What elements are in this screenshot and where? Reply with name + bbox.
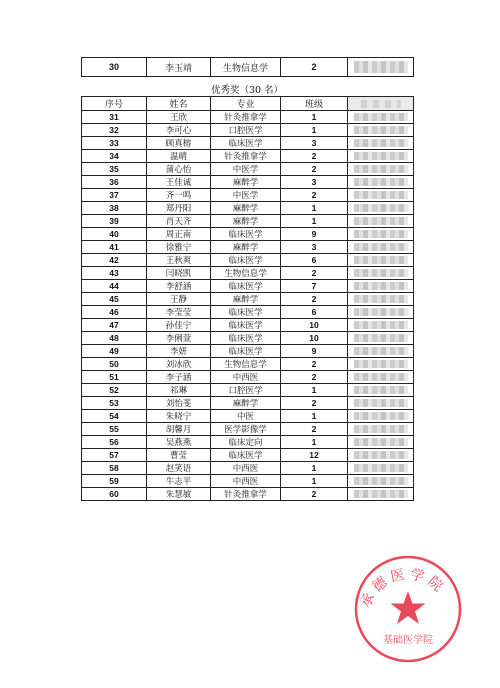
table-row [82, 449, 414, 462]
redacted-id [348, 189, 414, 202]
row-number: 44 [82, 280, 147, 293]
student-name: 牛志平 [147, 475, 211, 488]
student-name: 蒲心怡 [147, 163, 211, 176]
student-major: 临床医学 [211, 306, 281, 319]
student-name: 顾真榕 [147, 137, 211, 150]
student-name: 温晴 [147, 150, 211, 163]
redacted-id [348, 124, 414, 137]
redacted-id [348, 254, 414, 267]
student-name: 赵笑语 [147, 462, 211, 475]
table-row [82, 345, 414, 358]
table-row [82, 488, 414, 501]
table-row [82, 215, 414, 228]
student-class: 2 [281, 397, 348, 410]
student-name: 李莹莹 [147, 306, 211, 319]
table-row [82, 293, 414, 306]
table-header-row [82, 97, 414, 111]
row-number: 47 [82, 319, 147, 332]
redacted-id [348, 215, 414, 228]
row-number: 36 [82, 176, 147, 189]
redacted-id [348, 358, 414, 371]
student-major: 临床医学 [211, 319, 281, 332]
student-major: 针灸推拿学 [211, 150, 281, 163]
redacted-id [348, 163, 414, 176]
row-number: 56 [82, 436, 147, 449]
student-name: 吴燕燕 [147, 436, 211, 449]
row-number: 38 [82, 202, 147, 215]
redacted-id [348, 150, 414, 163]
student-major: 中医学 [211, 189, 281, 202]
row-number: 33 [82, 137, 147, 150]
redacted-id [348, 202, 414, 215]
header-name: 姓名 [147, 97, 211, 111]
student-major: 口腔医学 [211, 384, 281, 397]
table-row [82, 228, 414, 241]
student-class: 6 [281, 306, 348, 319]
row-number: 60 [82, 488, 147, 501]
student-major: 中西医 [211, 462, 281, 475]
redacted-id [348, 293, 414, 306]
table-row [82, 475, 414, 488]
redacted-id [348, 58, 414, 77]
row-number: 41 [82, 241, 147, 254]
student-major: 临床医学 [211, 137, 281, 150]
student-name: 刘怡斐 [147, 397, 211, 410]
redacted-id [348, 137, 414, 150]
redacted-id [348, 241, 414, 254]
student-major: 中医学 [211, 163, 281, 176]
row-number: 51 [82, 371, 147, 384]
header-number: 序号 [82, 97, 147, 111]
student-name: 周正南 [147, 228, 211, 241]
table-row [82, 332, 414, 345]
student-name: 李妍 [147, 345, 211, 358]
student-major: 生物信息学 [211, 58, 281, 77]
student-class: 1 [281, 475, 348, 488]
student-name: 王欣 [147, 111, 211, 124]
student-major: 麻醉学 [211, 176, 281, 189]
row-number: 54 [82, 410, 147, 423]
student-class: 7 [281, 280, 348, 293]
student-major: 口腔医学 [211, 124, 281, 137]
student-name: 齐一鸣 [147, 189, 211, 202]
redacted-id [348, 345, 414, 358]
section-title: 优秀奖（30 名） [210, 85, 284, 96]
student-major: 麻醉学 [211, 241, 281, 254]
student-class: 1 [281, 202, 348, 215]
student-name: 祁琳 [147, 384, 211, 397]
redacted-id [348, 306, 414, 319]
student-major: 麻醉学 [211, 202, 281, 215]
student-name: 李舒涵 [147, 280, 211, 293]
student-class: 9 [281, 345, 348, 358]
redacted-id [348, 462, 414, 475]
student-class: 10 [281, 319, 348, 332]
student-class: 1 [281, 124, 348, 137]
student-class: 1 [281, 111, 348, 124]
student-major: 针灸推拿学 [211, 111, 281, 124]
student-class: 2 [281, 488, 348, 501]
student-name: 李俐萱 [147, 332, 211, 345]
table-row [82, 371, 414, 384]
student-class: 3 [281, 176, 348, 189]
table-row [82, 111, 414, 124]
table-row [82, 189, 414, 202]
student-major: 临床医学 [211, 345, 281, 358]
svg-text:基础医学院: 基础医学院 [383, 635, 433, 646]
table-row [82, 462, 414, 475]
student-name: 胡馨月 [147, 423, 211, 436]
redacted-id [348, 384, 414, 397]
row-number: 40 [82, 228, 147, 241]
student-name: 徐雅宁 [147, 241, 211, 254]
student-class: 2 [281, 267, 348, 280]
student-class: 2 [281, 358, 348, 371]
row-number: 59 [82, 475, 147, 488]
row-number: 31 [82, 111, 147, 124]
student-class: 1 [281, 462, 348, 475]
student-major: 临床医学 [211, 280, 281, 293]
student-class: 2 [281, 58, 348, 77]
student-class: 2 [281, 423, 348, 436]
row-number: 43 [82, 267, 147, 280]
row-number: 46 [82, 306, 147, 319]
student-major: 临床定向 [211, 436, 281, 449]
row-number: 35 [82, 163, 147, 176]
redacted-id [348, 111, 414, 124]
student-major: 针灸推拿学 [211, 488, 281, 501]
table-row [82, 267, 414, 280]
student-class: 6 [281, 254, 348, 267]
student-name: 王佳诚 [147, 176, 211, 189]
student-name: 孙佳宁 [147, 319, 211, 332]
table-row [82, 241, 414, 254]
redacted-id [348, 267, 414, 280]
student-name: 曹莹 [147, 449, 211, 462]
table-row [82, 436, 414, 449]
student-name: 郑丹阳 [147, 202, 211, 215]
student-class: 3 [281, 137, 348, 150]
header-major: 专业 [211, 97, 281, 111]
redacted-id [348, 449, 414, 462]
student-class: 12 [281, 449, 348, 462]
table-row [82, 384, 414, 397]
row-number: 32 [82, 124, 147, 137]
table-row [82, 319, 414, 332]
student-major: 生物信息学 [211, 267, 281, 280]
table-row [82, 163, 414, 176]
table-row [82, 358, 414, 371]
row-number: 39 [82, 215, 147, 228]
row-number: 55 [82, 423, 147, 436]
student-name: 李玉靖 [147, 58, 211, 77]
redacted-id [348, 332, 414, 345]
row-number: 37 [82, 189, 147, 202]
student-major: 临床医学 [211, 449, 281, 462]
table-row [82, 202, 414, 215]
award-table [81, 96, 414, 501]
student-class: 9 [281, 228, 348, 241]
student-major: 临床医学 [211, 254, 281, 267]
table-row [82, 410, 414, 423]
svg-text:承德医学院: 承德医学院 [357, 566, 449, 611]
student-name: 朱慧敏 [147, 488, 211, 501]
student-major: 麻醉学 [211, 293, 281, 306]
student-major: 医学影像学 [211, 423, 281, 436]
student-name: 刘冰欣 [147, 358, 211, 371]
student-major: 中西医 [211, 475, 281, 488]
student-class: 2 [281, 293, 348, 306]
header-class: 班级 [281, 97, 348, 111]
row-number: 34 [82, 150, 147, 163]
row-number: 52 [82, 384, 147, 397]
student-major: 生物信息学 [211, 358, 281, 371]
student-class: 1 [281, 384, 348, 397]
redacted-id [348, 488, 414, 501]
student-name: 肖天齐 [147, 215, 211, 228]
table-row [82, 124, 414, 137]
redacted-id [348, 371, 414, 384]
row-number: 49 [82, 345, 147, 358]
top-table [81, 57, 414, 77]
redacted-id [348, 176, 414, 189]
table-row [82, 306, 414, 319]
student-major: 临床医学 [211, 228, 281, 241]
student-name: 朱晓宁 [147, 410, 211, 423]
row-number: 45 [82, 293, 147, 306]
student-class: 2 [281, 150, 348, 163]
student-major: 麻醉学 [211, 215, 281, 228]
student-class: 1 [281, 215, 348, 228]
student-class: 1 [281, 436, 348, 449]
row-number: 53 [82, 397, 147, 410]
redacted-id [348, 319, 414, 332]
redacted-id [348, 423, 414, 436]
row-number: 57 [82, 449, 147, 462]
student-class: 2 [281, 371, 348, 384]
student-name: 李子涵 [147, 371, 211, 384]
table-body [82, 111, 414, 501]
redacted-id [348, 436, 414, 449]
redacted-id [348, 228, 414, 241]
row-number: 30 [82, 58, 147, 77]
redacted-id [348, 410, 414, 423]
student-class: 2 [281, 163, 348, 176]
student-class: 10 [281, 332, 348, 345]
table-row [82, 423, 414, 436]
row-number: 58 [82, 462, 147, 475]
student-major: 临床医学 [211, 332, 281, 345]
student-class: 2 [281, 189, 348, 202]
row-number: 48 [82, 332, 147, 345]
student-major: 中医 [211, 410, 281, 423]
table-row [82, 397, 414, 410]
row-number: 42 [82, 254, 147, 267]
student-name: 王静 [147, 293, 211, 306]
table-row [82, 176, 414, 189]
table-row [82, 137, 414, 150]
student-class: 1 [281, 410, 348, 423]
student-major: 麻醉学 [211, 397, 281, 410]
header-redacted-id [348, 97, 414, 111]
official-seal [352, 553, 464, 665]
redacted-id [348, 475, 414, 488]
row-number: 50 [82, 358, 147, 371]
redacted-id [348, 397, 414, 410]
student-name: 李可心 [147, 124, 211, 137]
student-name: 王秋爽 [147, 254, 211, 267]
table-row [82, 280, 414, 293]
redacted-id [348, 280, 414, 293]
student-name: 闫晓凯 [147, 267, 211, 280]
student-class: 3 [281, 241, 348, 254]
table-row [82, 58, 414, 77]
table-row [82, 254, 414, 267]
student-major: 中西医 [211, 371, 281, 384]
table-row [82, 150, 414, 163]
